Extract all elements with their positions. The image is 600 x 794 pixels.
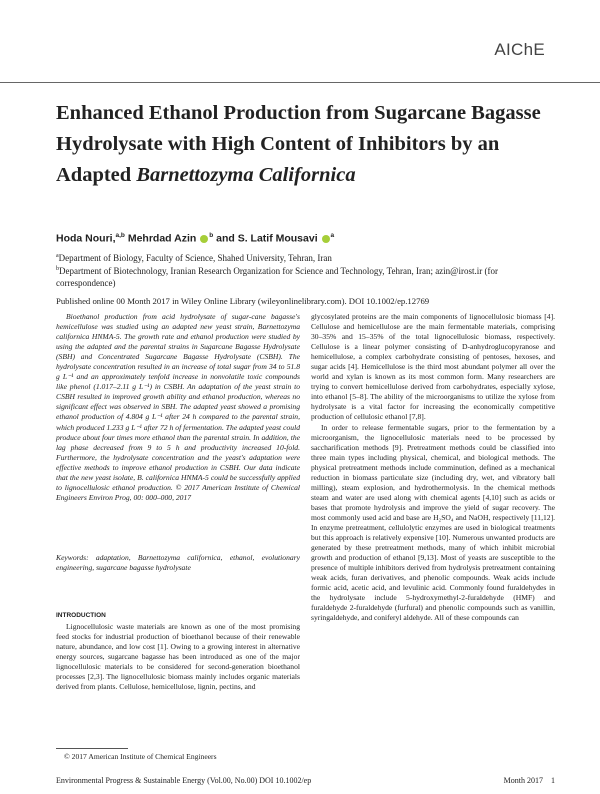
affiliation-text: Department of Biotechnology, Iranian Research Organization for Science and Technology, Tehran, Iran; azin@irost.ir (for correspondence) xyxy=(56,266,498,288)
header-rule xyxy=(0,82,600,83)
right-column xyxy=(311,312,555,623)
footer-date: Month 2017 xyxy=(503,776,543,785)
affiliation-a xyxy=(56,250,556,264)
affiliation-marker: a xyxy=(56,253,59,259)
publication-line: Published online 00 Month 2017 in Wiley Online Library (wileyonlinelibrary.com). DOI 10.1002/ep.12769 xyxy=(56,296,430,306)
footnote-rule xyxy=(56,748,128,749)
orcid-icon[interactable] xyxy=(322,235,330,243)
abstract-text: Bioethanol production from acid hydrolysate of sugar-cane bagasse's hemicellulose was studied using an adapted new yeast strain, Barnettozyma californica HNMA-5. The growth rate and ethanol production were studied by using the adapted and the parental strains in Sugarcane Bagasse Hydrolysate (SBH) and Concentrated Sugarcane Bagasse Hydrolysate (CSBH). The hydrolysate concentration resulted in an increase of total sugar from 34 to 51.8 g L⁻¹ and an approximately tenfold increase in nonvolatile toxic compounds like phenol (1.017–2.11 g L⁻¹) in CSBH. An adaptation of the yeast strain to CSBH resulted in improved growth ability and ethanol production, whereas no significant effect was observed in SBH. The adapted yeast showed a promising ethanol production of 4.804 g L⁻¹ after 24 h compared to the parental strain, which produced 1.233 g L⁻¹ after 72 h of fermentation. The adapted yeast could produce about four times more ethanol than the parental strain. In addition, the lag phase decreased from 9 to 5 h and productivity increased 10-fold. Furthermore, the hydrolysate concentration and the yeast's adaptation were effective methods to improve ethanol production in CSBH. Our data indicate that the new yeast isolate, B. californica HNMA-5 could be successfully applied to lignocellulosic ethanol production. © 2017 American Institute of Chemical Engineers Environ Prog, 00: 000–000, 2017 xyxy=(56,312,300,502)
journal-brand-logo: AIChE xyxy=(494,40,545,59)
article-title xyxy=(56,98,556,191)
author-list xyxy=(56,232,334,245)
author-name: Mehrdad Azin xyxy=(127,232,197,245)
affiliation-b xyxy=(56,263,556,289)
article-title-species: Barnettozyma Californica xyxy=(136,164,356,186)
body-paragraph: glycosylated proteins are the main components of lignocellulosic biomass [4]. Cellulose and hemicellulose are the main fermentable materials, comprising 30–35% and 15–35% of the total lignocellulosic biomass, respectively. Cellulose is a linear polymer consisting of D-anhydroglucopyranose and hemicellulose, a complex carbohydrate consisting of pentoses, hexoses, and sugar acids [4]. Hemicellulose is the third most abundant polymer all over the world and xylan is known as its most common form. Many researchers are trying to convert hemicellulose derived from carbohydrates, especially xylose, into ethanol [5–8]. The ability of the microorganisms to utilize the xylose from hydrolysate is a vital factor for increasing the economically competitive production of cellulosic ethanol [7,8]. xyxy=(311,312,555,422)
author-affiliation-marker: a,b xyxy=(115,232,125,239)
author-affiliation-marker: b xyxy=(209,232,214,239)
introduction-paragraph: Lignocellulosic waste materials are known as one of the most promising feed stocks for industrial production of bioethanol because of their renewable nature, abundance, and low cost [1]. Owing to a growing interest in alternative energy sources, sugarcane bagasse has been introduced as one of the major lignocellulosic materials to be considered for second-generation bioethanol processes [2,3]. The lignocellulosic biomass mainly includes organic materials derived from plants. Cellulose, hemicellulose, lignin, pectins, and xyxy=(56,622,300,692)
author-name: and S. Latif Mousavi xyxy=(216,232,318,245)
introduction-heading: INTRODUCTION xyxy=(56,612,106,619)
affiliation-text: Department of Biology, Faculty of Science, Shahed University, Tehran, Iran xyxy=(58,253,332,263)
page-number: 1 xyxy=(551,776,555,785)
orcid-icon[interactable] xyxy=(200,235,208,243)
keywords xyxy=(56,553,300,573)
article-title-main: Enhanced Ethanol Production from Sugarcane Bagasse Hydrolysate with High Content of Inhibitors by an Adapted xyxy=(56,102,541,186)
keywords-text: Keywords: adaptation, Barnettozyma californica, ethanol, evolutionary engineering, sugarcane bagasse hydrolysate xyxy=(56,553,300,573)
introduction-body xyxy=(56,622,300,692)
affiliation-marker: b xyxy=(56,266,59,272)
copyright-notice: © 2017 American Institute of Chemical Engineers xyxy=(64,752,217,761)
author-affiliation-marker: a xyxy=(330,232,335,239)
body-paragraph: In order to release fermentable sugars, prior to the fermentation by a microorganism, the lignocellulosic materials need to be processed by saccharification methods [9]. Pretreatment methods could be classified into three main types including physical, chemical, and biological methods. The physical pretreatment methods include comminution, defined as a mechanical reduction in biomass particulate size (including dry, wet, and vibratory ball milling), steam explosion, and hydrothermolysis. In the chemical methods steam and water are used along with chemical agents [4,10] such as acids or bases that promote hydrolysis and improve the yield of sugar recovery. The most commonly used acid and base are H₂SO₄ and NaOH, respectively [11,12]. In enzyme pretreatment, cellulolytic enzymes are used in biological treatments but this approach is relatively expensive [10]. Numerous unwanted products are generated by these pretreatment methods, many of which inhibit microbial growth and production of ethanol [9,13]. Most of yeasts are susceptible to the presence of multiple inhibitors derived from hydrolysis pretreatment containing weak acids, furan derivatives, and phenolic compounds. Weak acids include formic acid, acetic acid, and levulinic acid. Commonly found furaldehydes in the hydrolysate include 5-hydroxymethyl-2-furaldehyde (HMF) and furaldehyde 2-furaldehyde (furfural) and phenolic compounds such as vanillin, syringaldehyde, and coniferyl aldehyde. All of these compounds can xyxy=(311,422,555,623)
footer-journal: Environmental Progress & Sustainable Energy (Vol.00, No.00) DOI 10.1002/ep xyxy=(56,776,312,785)
author-name: Hoda Nouri, xyxy=(56,232,116,245)
abstract xyxy=(56,312,300,503)
